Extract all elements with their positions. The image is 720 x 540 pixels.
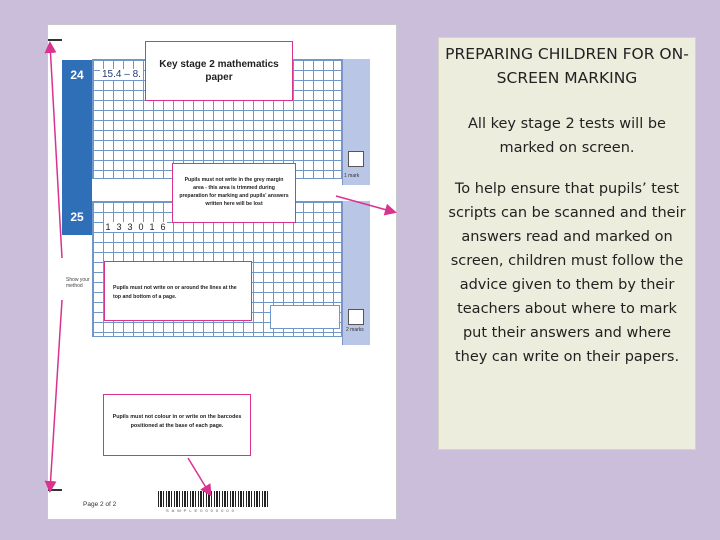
answer-box-25 (270, 305, 340, 329)
barcode-digits: SAMPLE0000000 (166, 508, 237, 513)
question-25-digits (104, 222, 167, 232)
show-method-label: Show your method (66, 277, 90, 289)
digit: 3 (127, 222, 133, 232)
question-25-number: 25 (62, 202, 92, 232)
callout-grey-margin: Pupils must not write in the grey margin area - this area is trimmed during preparation for marking and pupils' answers written here will be lost (172, 163, 296, 223)
digit: 1 (105, 222, 111, 232)
info-panel (438, 37, 696, 450)
panel-paragraph-1: All key stage 2 tests will be marked on screen. (468, 116, 666, 156)
callout-lines: Pupils must not write on or around the lines at the top and bottom of a page. (104, 261, 252, 321)
digit: 0 (138, 222, 144, 232)
test-paper-page (47, 24, 397, 520)
question-24-text: 15.4 – 8. (102, 69, 141, 80)
digit: 3 (116, 222, 122, 232)
bottom-margin-line (48, 489, 62, 491)
mark-label-24: 1 mark (344, 173, 360, 179)
callout-barcodes: Pupils must not colour in or write on the barcodes positioned at the base of each page. (103, 394, 251, 456)
panel-title: PREPARING CHILDREN FOR ON-SCREEN MARKING (445, 45, 689, 87)
mark-box-24 (348, 151, 364, 167)
top-margin-line (48, 39, 62, 41)
panel-paragraph-2: To help ensure that pupils’ test scripts can be scanned and their answers read and marked on screen, children must follow the advice given to them by their teachers about where to mark put their answers and where they can write on their papers. (448, 181, 686, 365)
digit: 6 (160, 222, 166, 232)
digit: 1 (149, 222, 155, 232)
mark-label-25: 2 marks (346, 327, 364, 333)
mark-box-25 (348, 309, 364, 325)
callout-paper-title: Key stage 2 mathematics paper (145, 41, 293, 101)
barcode (158, 491, 270, 507)
page-label: Page 2 of 2 (83, 501, 117, 508)
question-24-number: 24 (62, 60, 92, 90)
